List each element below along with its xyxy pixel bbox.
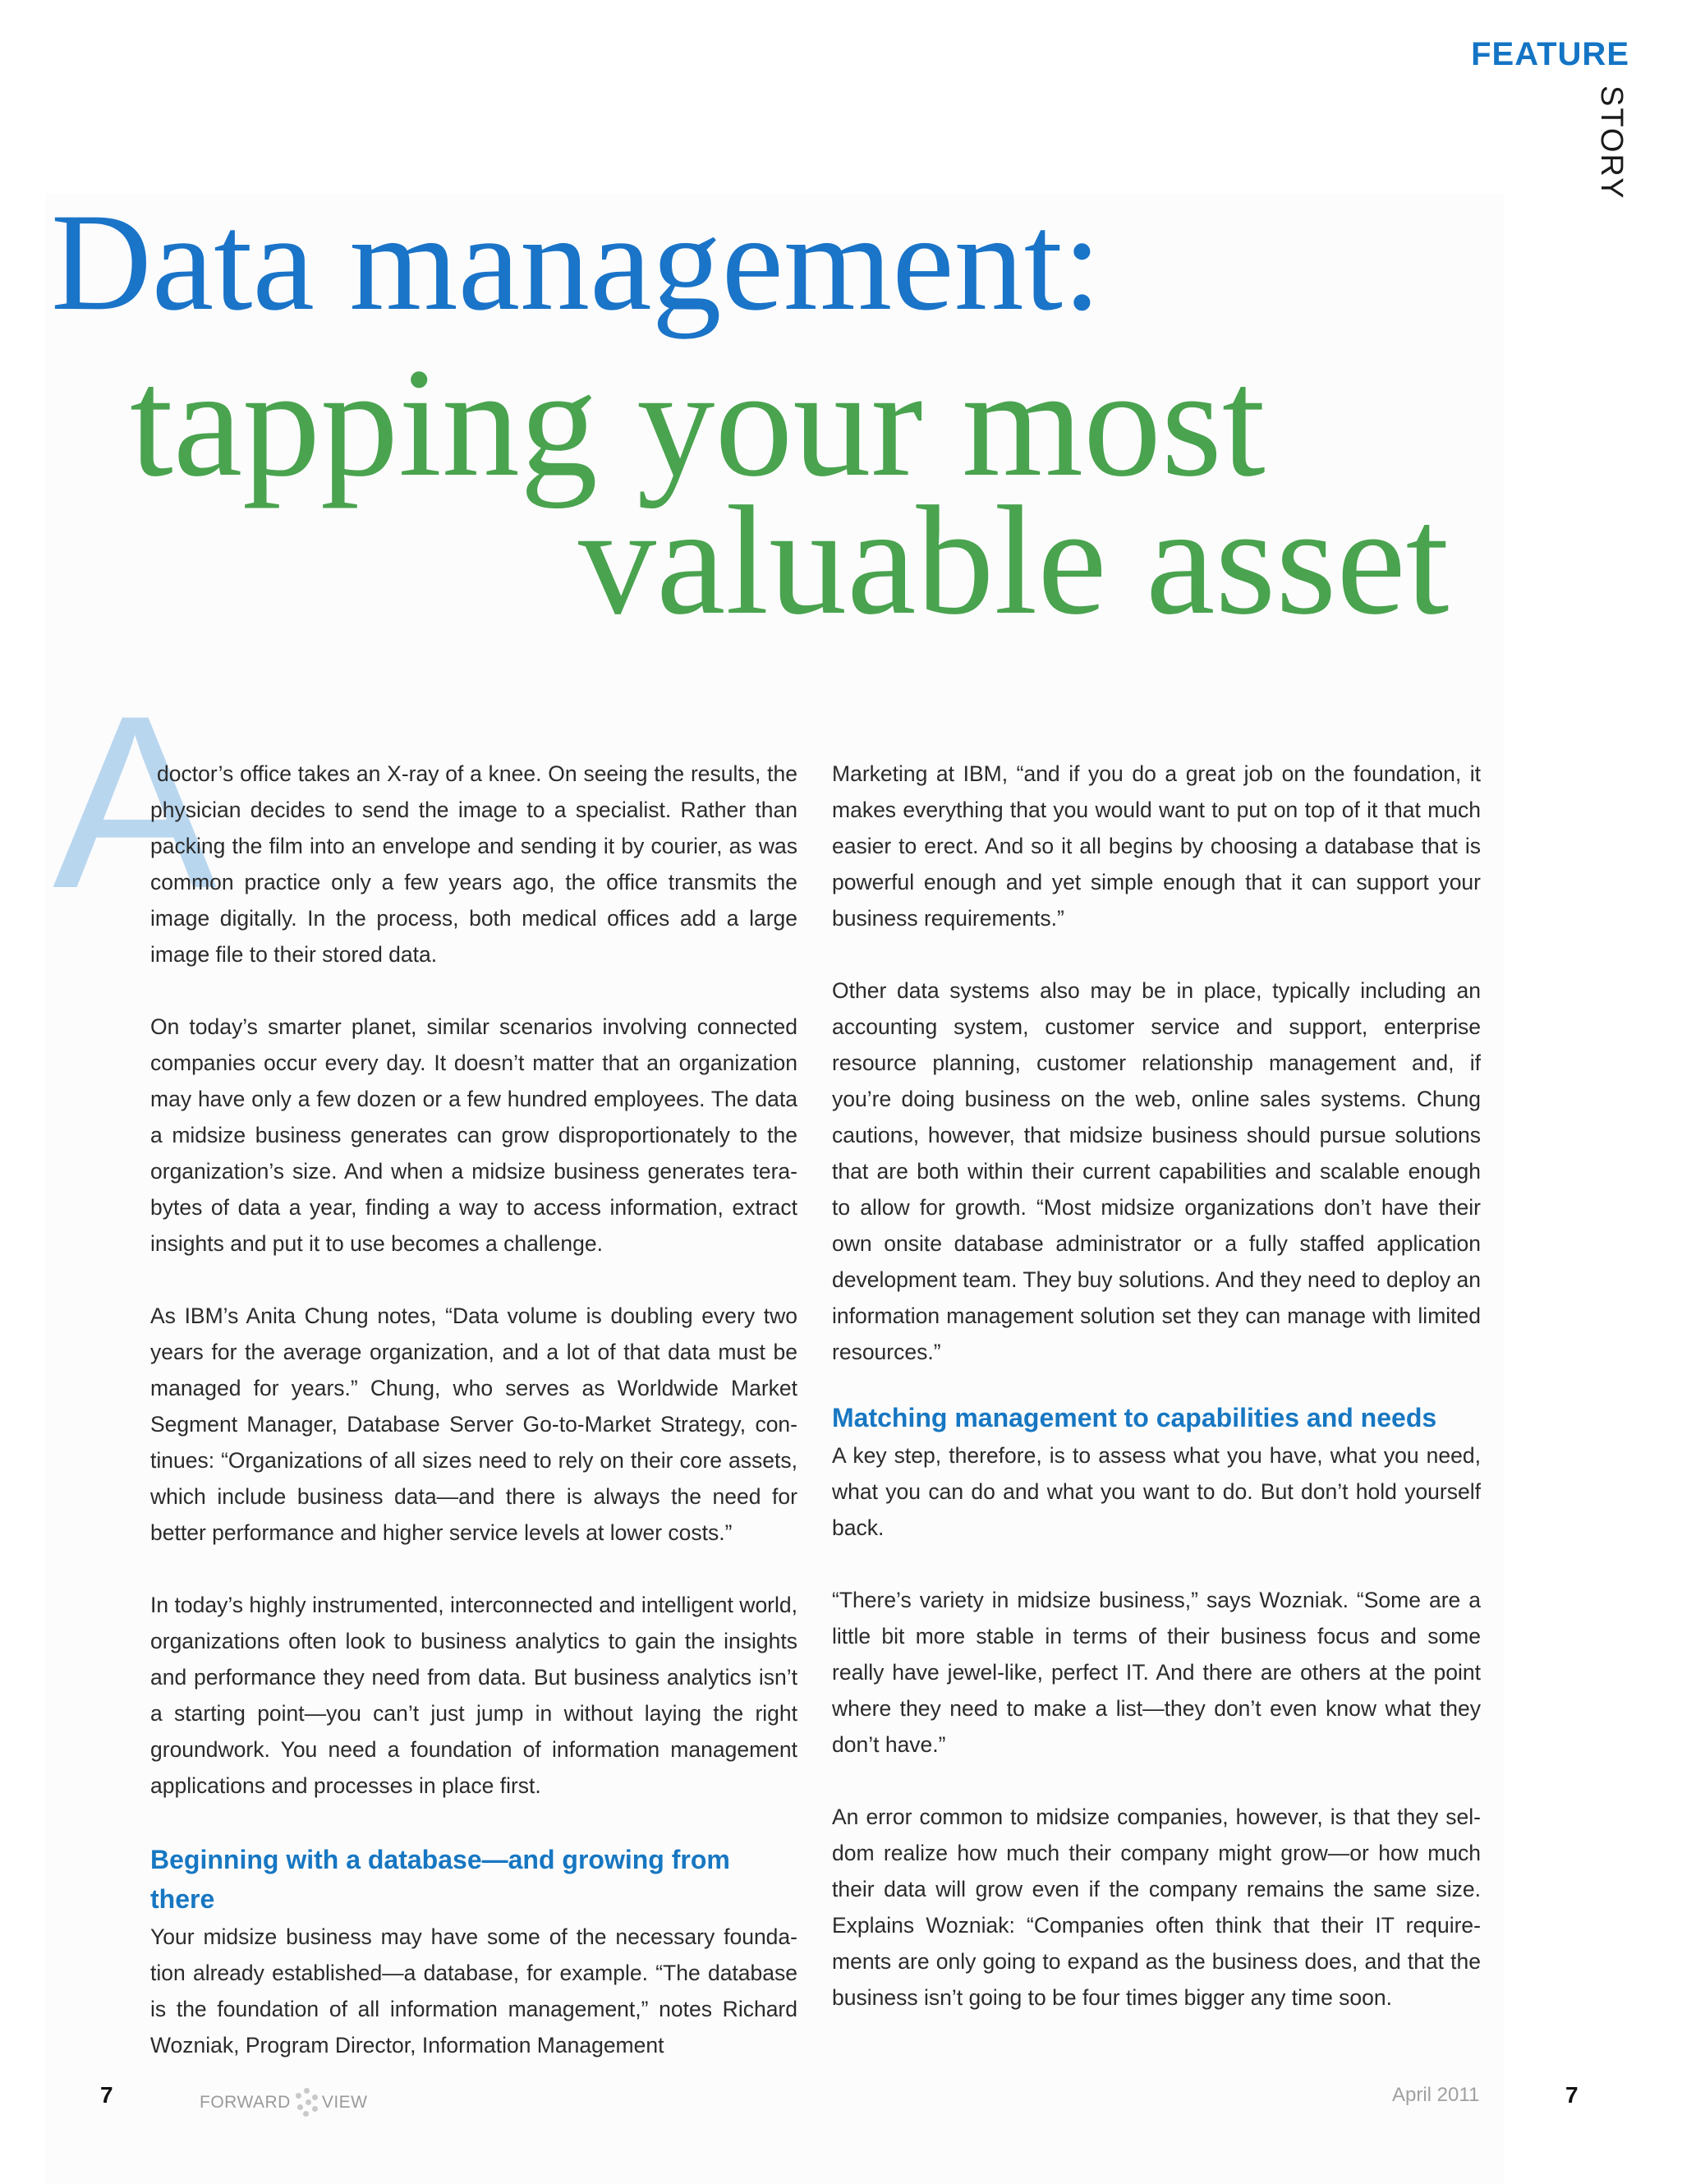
drop-cap: A [53,664,218,940]
paragraph: An error common to midsize companies, however, is that they seldom realize how much their company might grow—or how much their data will grow even if the company remains the same size. Explains Wozniak: “Companies often think that their IT requirements are only going to expand as the business does, and that the business isn’t going to be four times bigger any time soon. [832,1805,1481,2010]
paragraph: As IBM’s Anita Chung notes, “Data volume is doubling every two years for the average organization, and a lot of that data must be managed for years.” Chung, who serves as Worldwide Market Segment Manager, Database Server Go-to-Market Strategy, continues: “Organizations of all sizes need to rely on their core assets, which include business data—and there is always the need for better performance and higher service levels at lower costs.” [150,1304,797,1545]
subheading: Matching management to capabilities and needs [832,1403,1437,1432]
paragraph: In today’s highly instrumented, interconnected and intelligent world, organizations often look to business analytics to gain the insights and performance they need from data. But business analytics isn’t a starting point—you can’t just jump in without laying the right groundwork. You need a foundation of information management applications and processes in place first. [150,1593,797,1798]
paragraph: On today’s smarter planet, similar scenarios involving connected companies occur every day. It doesn’t matter that an organization may have only a few dozen or a few hundred employees. The data a midsize business generates can grow disproportionately to the organization’s size. And when a midsize business generates terabytes of data a year, finding a way to access information, extract insights and put it to use becomes a challenge. [150,1014,797,1256]
paragraph: Your midsize business may have some of the necessary foundation already established—a database, for example. “The database is the foundation of all information management,” notes Richard Wozniak, Program Director, Information Management [150,1924,797,2058]
section-label-feature: FEATURE [1471,36,1629,72]
issue-date: April 2011 [1392,2084,1480,2106]
page-number-left: 7 [100,2082,113,2108]
subheading: Beginning with a database—and growing from there [150,1845,730,1914]
logo-dots-icon [294,2086,319,2119]
title-line-2: tapping your most [130,337,1266,509]
logo-text-view: VIEW [321,2093,368,2112]
logo-text-forward: FORWARD [200,2093,291,2112]
paragraph: Other data systems also may be in place, typically including an accounting system, customer service and support, enterprise resource planning, customer relationship management and, if you’re doing business on the web, online sales systems. Chung cautions, however, that midsize business should pursue solutions that are both within their current capabilities and scalable enough to allow for growth. “Most midsize organizations don’t have their own onsite database administrator or a fully staffed application development team. They buy solutions. And they need to deploy an information management solution set they can manage with limited resources.” [832,978,1481,1364]
paragraph: “There’s variety in midsize business,” says Wozniak. “Some are a little bit more stable in terms of their business focus and some really have jewel-like, perfect IT. And there are others at the point where they need to make a list—they don’t even know what they don’t have.” [832,1588,1481,1757]
publication-logo [200,2086,368,2119]
title-line-3: valuable asset [578,475,1450,647]
article-column-right [832,756,1481,2052]
page-number-right: 7 [1565,2082,1579,2108]
title-line-1: Data management: [51,185,1102,339]
paragraph: A key step, therefore, is to assess what you have, what you need, what you can do and what you want to do. But don’t hold yourself back. [832,1443,1481,1540]
article-column-left [150,756,797,2099]
paragraph: doctor’s office takes an X-ray of a knee. On seeing the results, the physician decides to send the image to a specialist. Rather than packing the film into an envelope and sending it by courier, as was common practice only a few years ago, the office transmits the image digitally. In the process, both medical offices add a large image file to their stored data. [150,761,797,967]
section-label-story: STORY [1594,85,1629,200]
paragraph: Marketing at IBM, “and if you do a great job on the foundation, it makes everything that you would want to put on top of it that much easier to erect. And so it all begins by choosing a database that is powerful enough and yet simple enough that it can support your business requirements.” [832,761,1481,931]
